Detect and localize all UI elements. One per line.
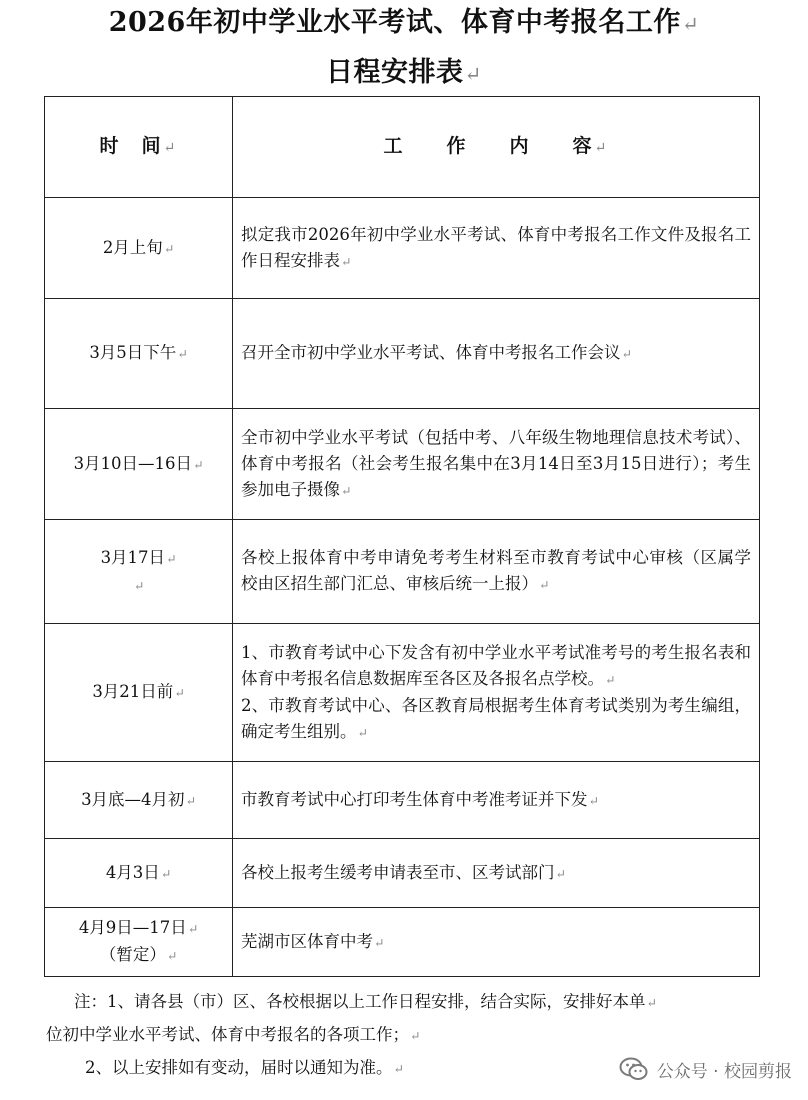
content-cell — [233, 409, 760, 520]
paragraph-mark-icon: ↵ — [163, 140, 178, 156]
watermark-text: 公众号 · 校园剪报 — [656, 1061, 792, 1082]
paragraph-mark-icon: ↵ — [621, 347, 632, 361]
paragraph-mark-icon: ↵ — [464, 62, 482, 86]
title-line-2-text: 日程安排表 — [326, 57, 464, 88]
paragraph-mark-icon: ↵ — [555, 866, 566, 881]
paragraph-mark-icon: ↵ — [185, 793, 196, 808]
content-cell — [233, 762, 760, 839]
content-cell — [233, 908, 760, 977]
document-title-line-1 — [0, 6, 808, 41]
paragraph-mark-icon: ↵ — [681, 12, 700, 36]
paragraph-mark-icon: ↵ — [374, 935, 385, 950]
paragraph-mark-icon: ↵ — [588, 793, 599, 808]
time-line: 3月17日↵ — [100, 547, 177, 567]
paragraph-mark-icon: ↵ — [160, 866, 172, 881]
schedule-table — [44, 96, 760, 977]
time-cell — [45, 198, 233, 299]
paragraph-mark-icon: ↵ — [187, 922, 199, 936]
paragraph-mark-icon: ↵ — [193, 457, 204, 472]
paragraph-mark-icon: ↵ — [357, 725, 368, 740]
content-cell — [233, 299, 760, 409]
time-line: 3月底—4月初↵ — [81, 789, 196, 809]
paragraph-mark-icon: ↵ — [341, 483, 352, 498]
time-line — [53, 572, 224, 599]
time-cell — [45, 839, 233, 908]
schedule-body — [45, 198, 760, 977]
time-cell — [45, 299, 233, 409]
content-paragraph: 芜湖市区体育中考↵ — [241, 931, 385, 951]
content-cell — [233, 520, 760, 624]
paragraph-mark-icon: ↵ — [166, 551, 177, 566]
time-cell — [45, 624, 233, 762]
paragraph-mark-icon: ↵ — [393, 1062, 404, 1076]
table-row — [45, 624, 760, 762]
content-paragraph: 召开全市初中学业水平考试、体育中考报名工作会议↵ — [241, 343, 632, 362]
paragraph-mark-icon: ↵ — [166, 949, 178, 963]
content-paragraph: 拟定我市2026年初中学业水平考试、体育中考报名工作文件及报名工作日程安排表↵ — [241, 224, 751, 270]
content-paragraph: 各校上报体育中考申请免考考生材料至市教育考试中心审核（区属学校由区招生部门汇总、审核后统一上报）↵ — [241, 548, 751, 593]
table-row — [45, 908, 760, 977]
paragraph-mark-icon: ↵ — [163, 241, 175, 256]
header-time: 时 间↵ — [45, 97, 233, 198]
time-cell — [45, 520, 233, 624]
time-line: 3月21日前↵ — [92, 682, 185, 701]
content-cell — [233, 624, 760, 762]
table-header-row — [45, 97, 760, 198]
paragraph-mark-icon: ↵ — [410, 1029, 421, 1043]
time-line: （暂定）↵ — [99, 945, 178, 964]
paragraph-mark-icon: ↵ — [177, 347, 188, 361]
table-row — [45, 409, 760, 520]
table-row — [45, 520, 760, 624]
note-line-1: 注：1、请各县（市）区、各校根据以上工作日程安排，结合实际，安排好本单↵ — [74, 992, 657, 1011]
content-paragraph: 各校上报考生缓考申请表至市、区考试部门↵ — [241, 862, 566, 882]
time-line: 2月上旬↵ — [102, 237, 175, 257]
time-line: 4月3日↵ — [105, 862, 172, 882]
note-line-2: 位初中学业水平考试、体育中考报名的各项工作；↵ — [46, 1025, 421, 1044]
content-cell — [233, 839, 760, 908]
paragraph-mark-icon: ↵ — [646, 996, 657, 1010]
paragraph-mark-icon: ↵ — [605, 672, 616, 687]
time-line: 4月9日—17日↵ — [78, 918, 199, 937]
content-paragraph: 2、市教育考试中心、各区教育局根据考生体育考试类别为考生编组，确定考生组别。↵ — [241, 695, 751, 741]
paragraph-mark-icon: ↵ — [174, 686, 185, 700]
table-row — [45, 299, 760, 409]
header-content: 工 作 内 容↵ — [233, 97, 760, 198]
content-paragraph: 全市初中学业水平考试（包括中考、八年级生物地理信息技术考试）、体育中考报名（社会考生报名集中在3月14日至3月15日进行）；考生参加电子摄像↵ — [241, 427, 751, 499]
title-line-1-text: 2026年初中学业水平考试、体育中考报名工作 — [108, 7, 681, 38]
content-cell — [233, 198, 760, 299]
paragraph-mark-icon: ↵ — [133, 578, 145, 593]
paragraph-mark-icon: ↵ — [594, 140, 609, 156]
watermark — [619, 1056, 792, 1082]
document-title-line-2 — [0, 56, 808, 91]
table-row — [45, 839, 760, 908]
note-line-3: 2、以上安排如有变动，届时以通知为准。↵ — [85, 1058, 404, 1077]
wechat-icon — [619, 1056, 649, 1082]
time-cell — [45, 762, 233, 839]
time-line: 3月10日—16日↵ — [73, 453, 204, 473]
table-row — [45, 198, 760, 299]
content-paragraph: 市教育考试中心打印考生体育中考准考证并下发↵ — [241, 789, 599, 809]
content-paragraph: 1、市教育考试中心下发含有初中学业水平考试准考号的考生报名表和体育中考报名信息数据库至各区及各报名点学校。↵ — [241, 642, 751, 688]
time-line: 3月5日下午↵ — [89, 343, 188, 362]
time-cell — [45, 409, 233, 520]
time-cell — [45, 908, 233, 977]
paragraph-mark-icon: ↵ — [341, 254, 352, 269]
paragraph-mark-icon: ↵ — [539, 578, 550, 592]
table-row — [45, 762, 760, 839]
